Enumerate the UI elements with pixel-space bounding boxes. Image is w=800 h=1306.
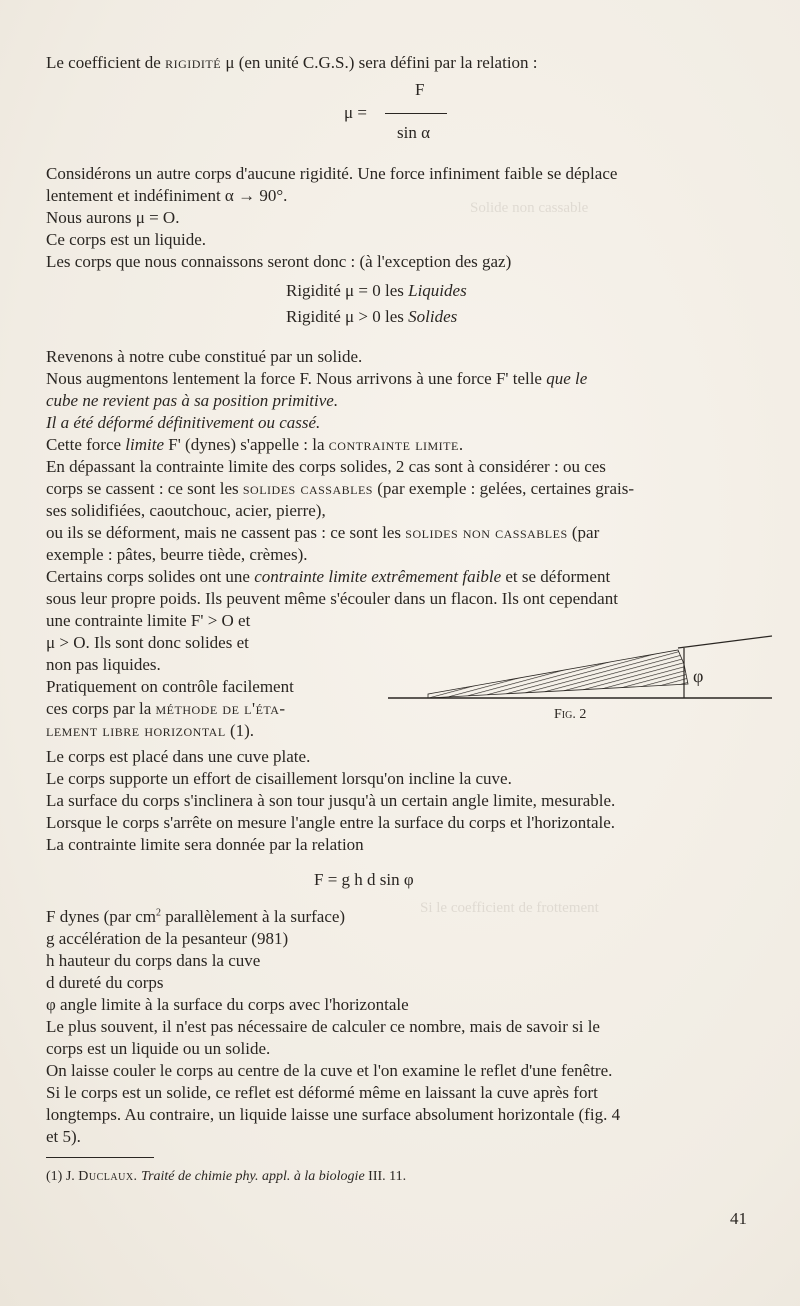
formula-denominator: sin α — [397, 123, 430, 142]
text-line: corps se cassent : ce sont les solides cassables (par exemple : gelées, certaines grais- — [46, 479, 634, 498]
text-line: Il a été déformé définitivement ou cassé. — [46, 413, 321, 432]
formula-lhs: μ = — [344, 103, 367, 122]
text-line: non pas liquides. — [46, 655, 161, 674]
footnote-rule — [46, 1157, 154, 1158]
text-line: Revenons à notre cube constitué par un solide. — [46, 347, 363, 366]
text-line: Les corps que nous connaissons seront donc : (à l'exception des gaz) — [46, 252, 512, 271]
text-line: Nous augmentons lentement la force F. Nous arrivons à une force F' telle que le — [46, 369, 588, 388]
fraction-bar — [385, 113, 447, 114]
figure-caption: Fig. 2 — [554, 707, 587, 722]
text-line: lement libre horizontal (1). — [46, 721, 255, 740]
text-line: d dureté du corps — [46, 973, 164, 992]
text-line: sous leur propre poids. Ils peuvent même s'écouler dans un flacon. Ils ont cependant — [46, 589, 618, 608]
text-line: ou ils se déforment, mais ne cassent pas : ce sont les solides non cassables (par — [46, 523, 600, 542]
bleed-through-text: Solide non cassable — [470, 200, 589, 216]
text-line: La surface du corps s'inclinera à son tour jusqu'à un certain angle limite, mesurable. — [46, 791, 616, 810]
text-line: Si le corps est un solide, ce reflet est déformé même en laissant la cuve après fort — [46, 1083, 598, 1102]
text-line: On laisse couler le corps au centre de la cuve et l'on examine le reflet d'une fenêtre. — [46, 1061, 613, 1080]
text-line: Le corps supporte un effort de cisaillement lorsqu'on incline la cuve. — [46, 769, 512, 788]
text-line: Lorsque le corps s'arrête on mesure l'angle entre la surface du corps et l'horizontale. — [46, 813, 616, 832]
text-line: Certains corps solides ont une contrainte limite extrêmement faible et se déforment — [46, 567, 611, 586]
text-line: exemple : pâtes, beurre tiède, crèmes). — [46, 545, 308, 564]
text-line: Le plus souvent, il n'est pas nécessaire de calculer ce nombre, mais de savoir si le — [46, 1017, 600, 1036]
text-line: En dépassant la contrainte limite des corps solides, 2 cas sont à considérer : ou ces — [46, 457, 606, 476]
text-line: F dynes (par $cm^2$ parallèlement à la surface) — [46, 907, 346, 926]
text-line: Nous aurons μ = O. — [46, 208, 180, 227]
text-line: Considérons un autre corps d'aucune rigidité. Une force infiniment faible se déplace — [46, 164, 618, 183]
text-line: ses solidifiées, caoutchouc, acier, pierre), — [46, 501, 326, 520]
text-line: et 5). — [46, 1127, 81, 1146]
footnote: (1) J. Duclaux. Traité de chimie phy. appl. à la biologie III. 11. — [46, 1169, 407, 1184]
formula-contrainte: F = g h d sin φ — [314, 870, 414, 889]
text-line: φ angle limite à la surface du corps avec l'horizontale — [46, 995, 409, 1014]
text-line: corps est un liquide ou un solide. — [46, 1039, 271, 1058]
text-line: Pratiquement on contrôle facilement — [46, 677, 294, 696]
text-line: cube ne revient pas à sa position primitive. — [46, 391, 339, 410]
rigidity-liquids: Rigidité μ = 0 les Liquides — [286, 281, 467, 300]
page-number: 41 — [730, 1209, 747, 1228]
rigidity-solids: Rigidité μ > 0 les Solides — [286, 307, 458, 326]
text-line: La contrainte limite sera donnée par la relation — [46, 835, 364, 854]
text-line: longtemps. Au contraire, un liquide laisse une surface absolument horizontale (fig. 4 — [46, 1105, 621, 1124]
text-line: ces corps par la méthode de l'éta- — [46, 699, 286, 718]
text-line: Cette force limite F' (dynes) s'appelle : la contrainte limite. — [46, 435, 464, 454]
bleed-through-text: Si le coefficient de frottement — [420, 900, 599, 916]
text-line: Ce corps est un liquide. — [46, 230, 207, 249]
figure-2-inclined-surface — [388, 634, 778, 726]
text-line: μ > O. Ils sont donc solides et — [46, 633, 249, 652]
text-line: lentement et indéfiniment α → 90°. — [46, 186, 288, 205]
text-line: g accélération de la pesanteur (981) — [46, 929, 289, 948]
text-line: h hauteur du corps dans la cuve — [46, 951, 261, 970]
text-line: Le corps est placé dans une cuve plate. — [46, 747, 311, 766]
text-line: une contrainte limite F' > O et — [46, 611, 251, 630]
formula-numerator: F — [415, 80, 425, 99]
text-line: Le coefficient de rigidité μ (en unité C.G.S.) sera défini par la relation : — [46, 53, 538, 72]
phi-label: φ — [693, 666, 704, 686]
